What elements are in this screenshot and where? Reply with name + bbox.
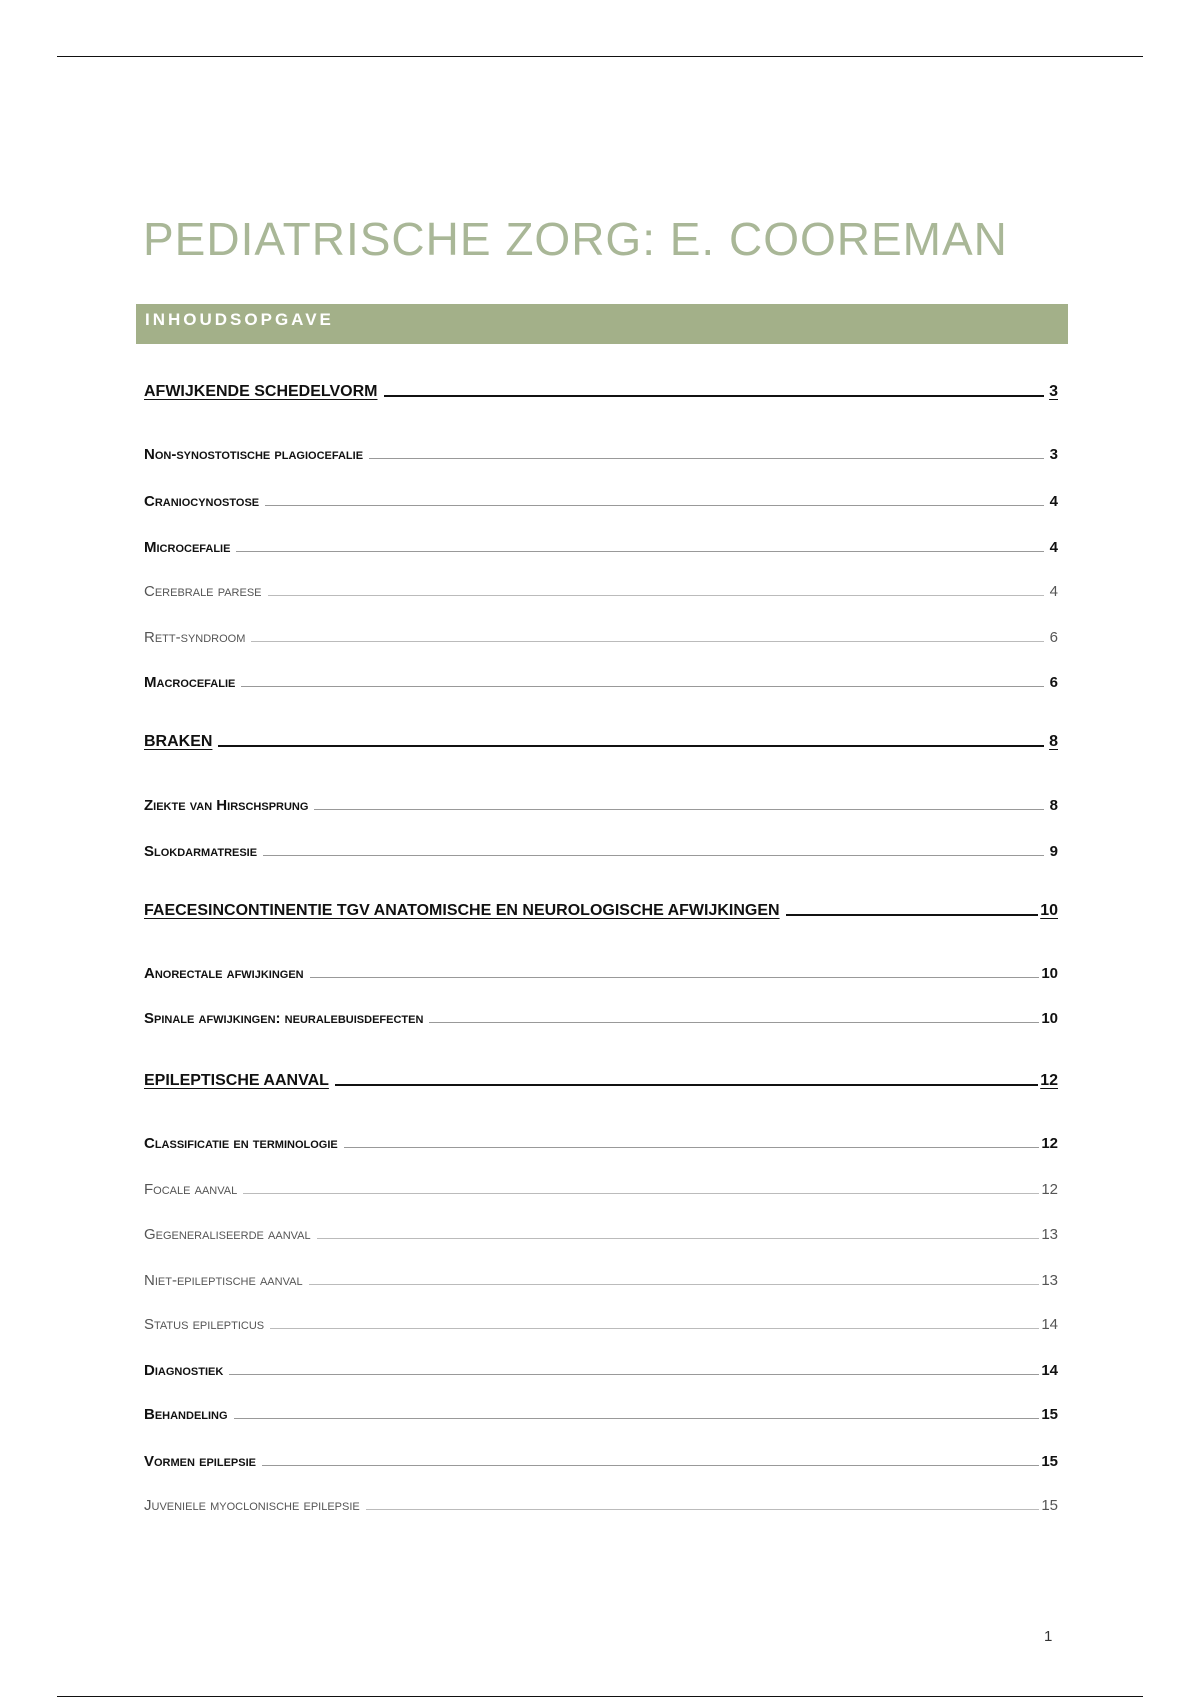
toc-entry-leader [344, 1147, 1040, 1148]
toc-entry-label: Focale aanval [144, 1181, 238, 1198]
toc-entry-leader [310, 977, 1040, 978]
toc-entry-page: 10 [1040, 902, 1058, 919]
toc-entry[interactable] [144, 1309, 1058, 1333]
toc-entry[interactable] [144, 1399, 1058, 1423]
toc-entry-label: Non-synostotische plagiocefalie [144, 446, 364, 463]
toc-entry-label: Behandeling [144, 1406, 228, 1423]
toc-entry-label: AFWIJKENDE SCHEDELVORM [144, 383, 378, 400]
toc-entry-leader [314, 809, 1044, 810]
toc-entry-leader [786, 914, 1039, 916]
top-rule [57, 56, 1143, 57]
bottom-rule [57, 1696, 1143, 1697]
toc-entry[interactable] [144, 439, 1058, 463]
toc-entry-leader [268, 595, 1044, 596]
toc-entry-leader [265, 505, 1044, 506]
toc-entry[interactable] [144, 1355, 1058, 1379]
toc-entry[interactable] [144, 1128, 1058, 1152]
toc-entry-leader [384, 395, 1045, 397]
toc-entry-leader [229, 1374, 1039, 1375]
toc-entry-leader [369, 458, 1044, 459]
toc-entry-leader [218, 745, 1044, 747]
toc-entry-page: 15 [1041, 1497, 1058, 1514]
toc-entry-page: 3 [1049, 446, 1058, 463]
toc-entry[interactable] [144, 1066, 1058, 1090]
toc-entry-leader [429, 1022, 1039, 1023]
toc-entry-page: 10 [1041, 965, 1058, 982]
toc-entry-leader [251, 641, 1044, 642]
toc-entry-label: Anorectale afwijkingen [144, 965, 304, 982]
toc-entry-leader [241, 686, 1044, 687]
toc-entry-label: Cerebrale parese [144, 583, 262, 600]
document-title: PEDIATRISCHE ZORG: E. COOREMAN [143, 213, 1008, 265]
toc-entry-page: 8 [1049, 733, 1058, 750]
toc-entry-page: 6 [1049, 674, 1058, 691]
toc-entry-label: Ziekte van Hirschsprung [144, 797, 309, 814]
toc-entry[interactable] [144, 622, 1058, 646]
toc-entry-label: Niet-epileptische aanval [144, 1272, 303, 1289]
toc-entry-page: 15 [1041, 1406, 1058, 1423]
toc-entry-leader [366, 1509, 1040, 1510]
toc-entry-page: 12 [1041, 1181, 1058, 1198]
toc-entry-page: 13 [1041, 1272, 1058, 1289]
toc-entry-page: 15 [1041, 1453, 1058, 1470]
toc-entry-page: 9 [1049, 843, 1058, 860]
toc-entry-leader [335, 1084, 1038, 1086]
toc-entry-leader [309, 1284, 1040, 1285]
toc-entry-page: 14 [1041, 1362, 1058, 1379]
toc-entry-label: Status epilepticus [144, 1316, 265, 1333]
toc-entry-page: 6 [1049, 629, 1058, 646]
toc-entry-page: 13 [1041, 1226, 1058, 1243]
toc-heading-bar [136, 304, 1068, 344]
toc-entry-page: 4 [1049, 493, 1058, 510]
toc-entry-page: 4 [1049, 539, 1058, 556]
toc-entry-leader [262, 1465, 1039, 1466]
toc-entry-label: Juveniele myoclonische epilepsie [144, 1497, 360, 1514]
page-number: 1 [1044, 1628, 1053, 1645]
toc-entry-label: Spinale afwijkingen: neuralebuisdefecten [144, 1010, 424, 1027]
toc-entry-leader [317, 1238, 1040, 1239]
toc-entry-page: 4 [1049, 583, 1058, 600]
toc-entry[interactable] [144, 1003, 1058, 1027]
toc-entry-label: Slokdarmatresie [144, 843, 258, 860]
toc-entry-label: BRAKEN [144, 733, 213, 750]
toc-entry[interactable] [144, 377, 1058, 401]
toc-entry-leader [270, 1328, 1039, 1329]
toc-entry-leader [236, 551, 1044, 552]
toc-entry-leader [263, 855, 1044, 856]
toc-entry[interactable] [144, 896, 1058, 920]
toc-entry[interactable] [144, 1265, 1058, 1289]
toc-entry-label: Diagnostiek [144, 1362, 224, 1379]
toc-entry[interactable] [144, 790, 1058, 814]
toc-entry-label: Macrocefalie [144, 674, 236, 691]
toc-entry[interactable] [144, 727, 1058, 751]
toc-entry-label: Microcefalie [144, 539, 231, 556]
toc-entry-label: FAECESINCONTINENTIE TGV ANATOMISCHE EN NEUROLOGISCHE AFWIJKINGEN [144, 902, 780, 919]
toc-entry[interactable] [144, 576, 1058, 600]
toc-entry-page: 10 [1041, 1010, 1058, 1027]
toc-entry[interactable] [144, 1490, 1058, 1514]
toc-entry[interactable] [144, 836, 1058, 860]
toc-entry-leader [234, 1418, 1040, 1419]
toc-entry-label: Vormen epilepsie [144, 1453, 256, 1470]
toc-entry-page: 12 [1040, 1072, 1058, 1089]
toc-entry[interactable] [144, 1219, 1058, 1243]
toc-entry-label: Classificatie en terminologie [144, 1135, 338, 1152]
toc-entry-label: EPILEPTISCHE AANVAL [144, 1072, 329, 1089]
toc-entry[interactable] [144, 958, 1058, 982]
toc-entry[interactable] [144, 1174, 1058, 1198]
toc-entry[interactable] [144, 667, 1058, 691]
toc-heading: INHOUDSOPGAVE [145, 310, 334, 329]
toc-entry-leader [243, 1193, 1039, 1194]
toc-entry-label: Craniocynostose [144, 493, 260, 510]
toc-entry[interactable] [144, 1446, 1058, 1470]
toc-entry-label: Rett-syndroom [144, 629, 246, 646]
toc-entry-page: 3 [1049, 383, 1058, 400]
toc-entry-label: Gegeneraliseerde aanval [144, 1226, 311, 1243]
toc-entry-page: 14 [1041, 1316, 1058, 1333]
toc-entry-page: 12 [1041, 1135, 1058, 1152]
toc-entry-page: 8 [1049, 797, 1058, 814]
toc-entry[interactable] [144, 486, 1058, 510]
toc-entry[interactable] [144, 532, 1058, 556]
